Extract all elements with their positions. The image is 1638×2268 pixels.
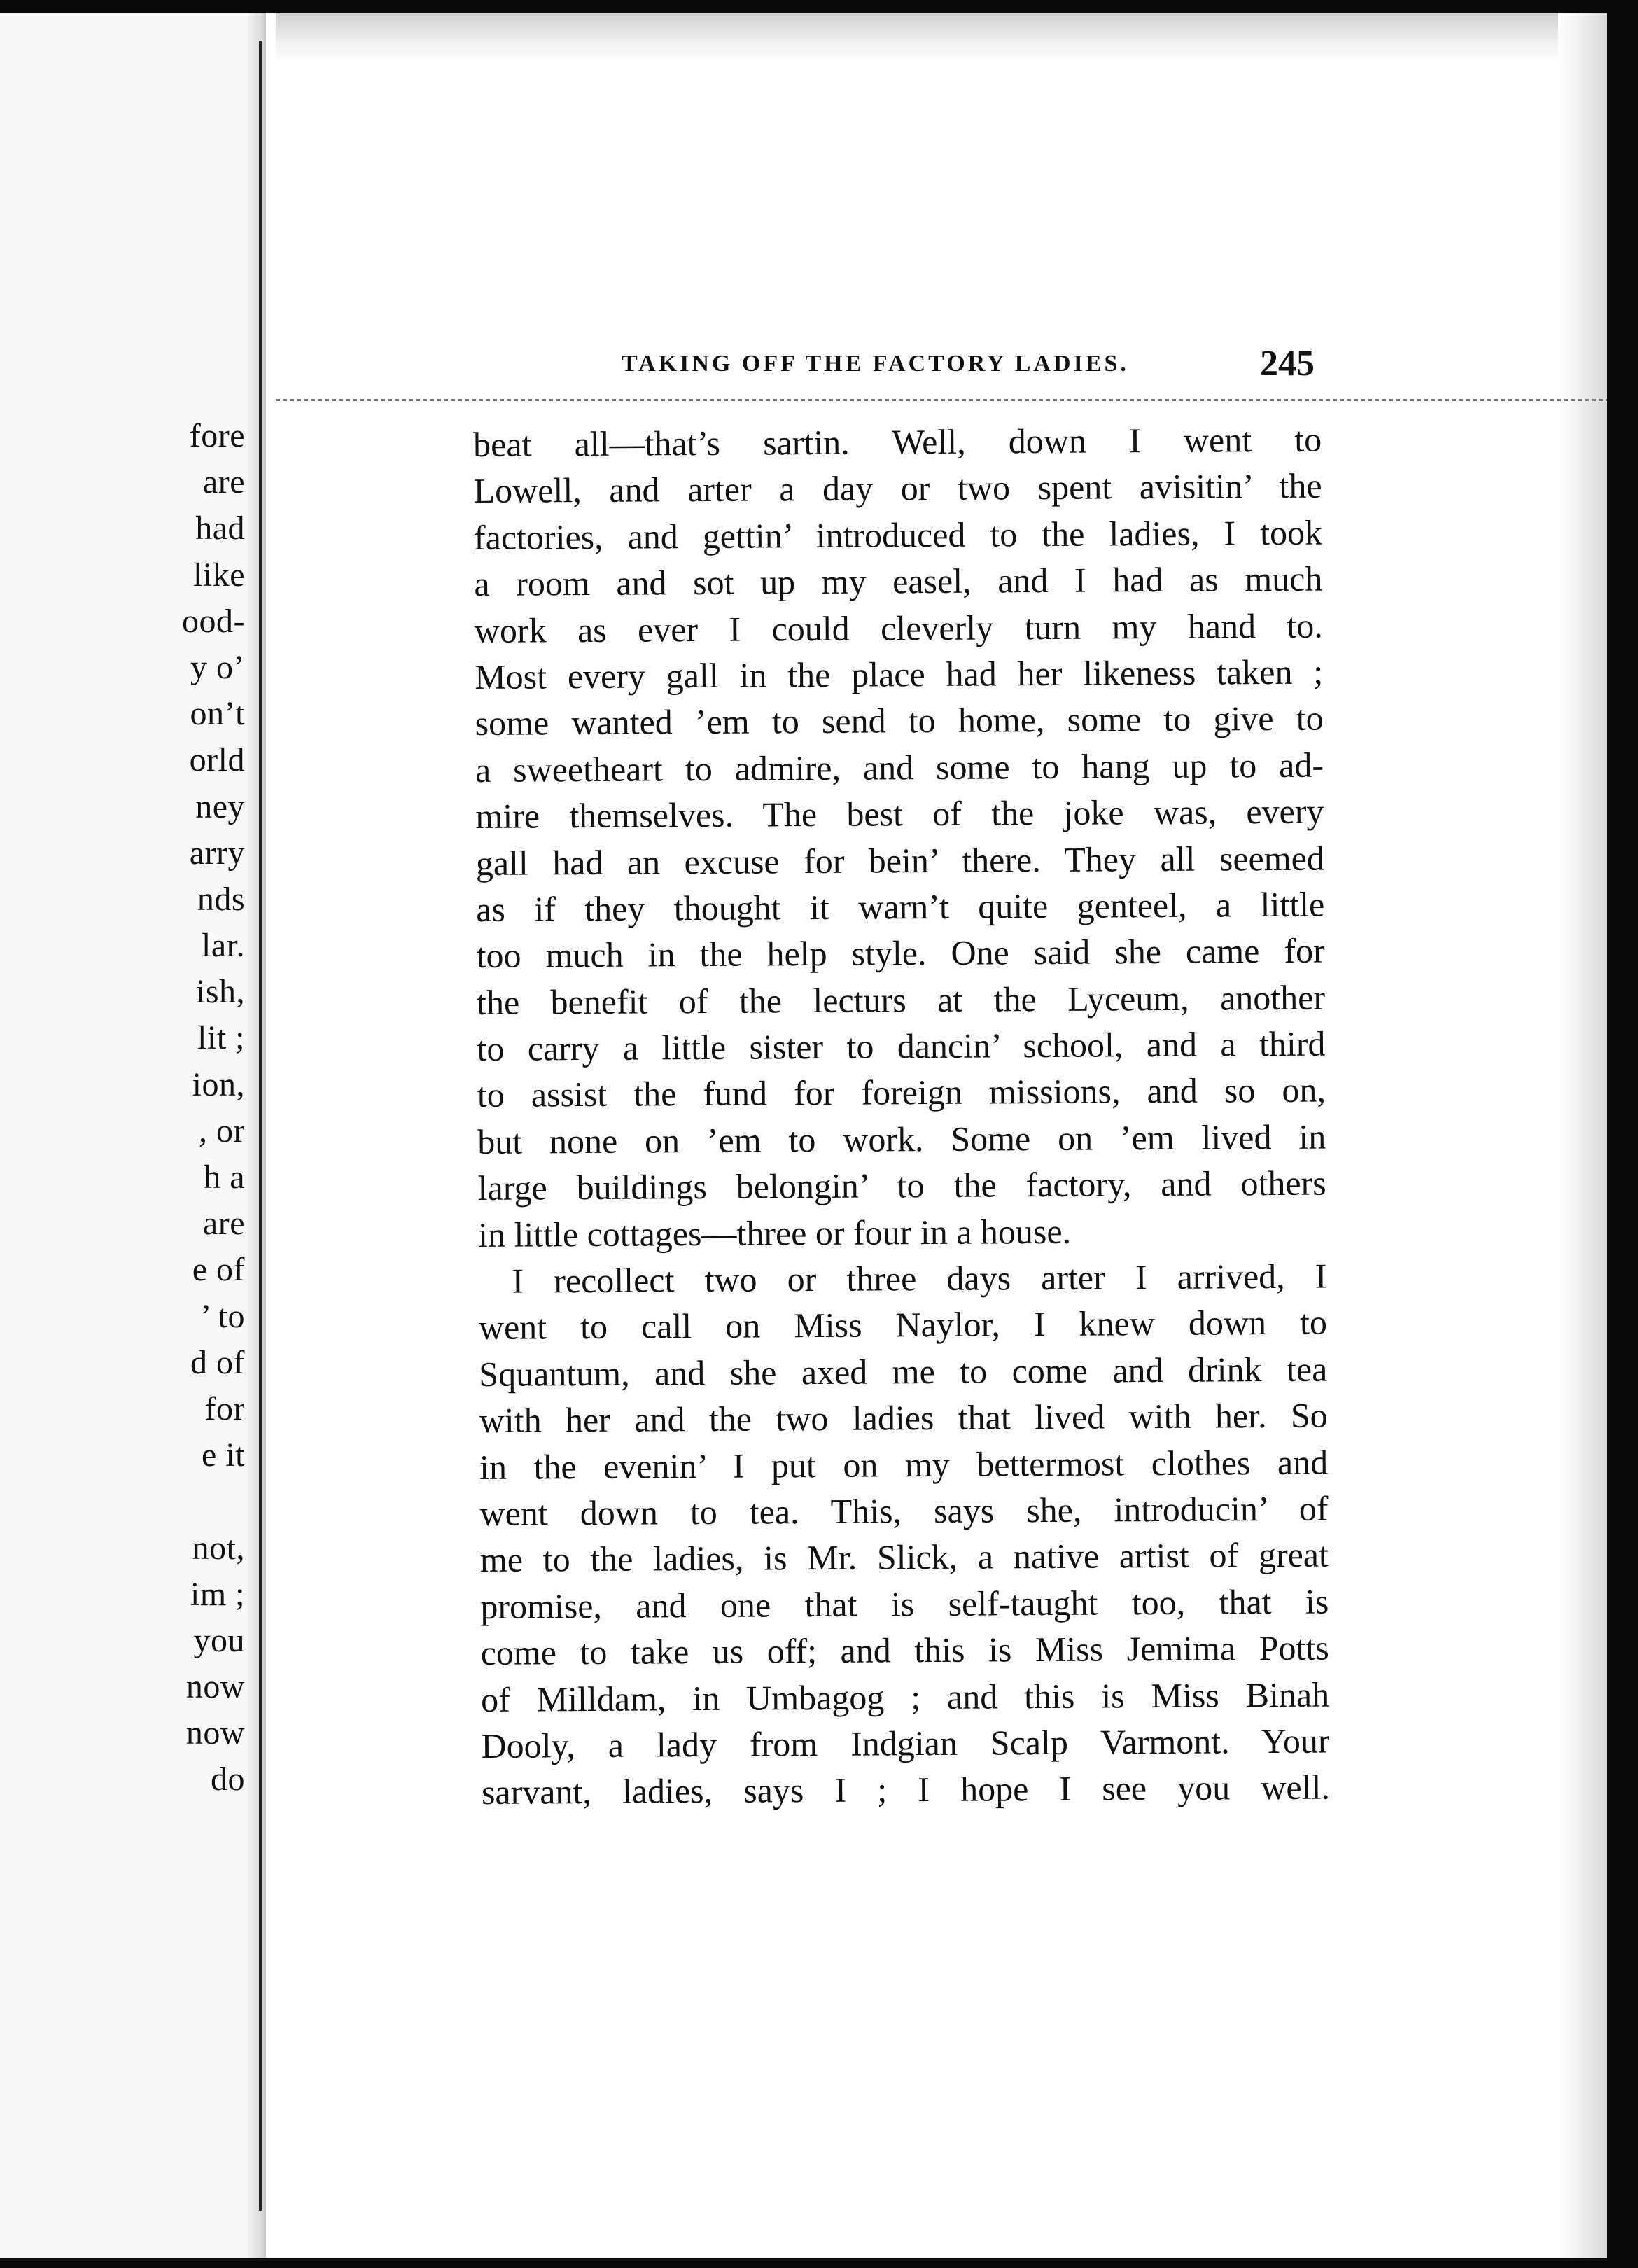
- text-fragment: ion,: [192, 1065, 245, 1103]
- text-fragment: y o’: [190, 648, 245, 686]
- text-fragment: e of: [192, 1251, 245, 1289]
- scan-frame-top: [0, 0, 1638, 13]
- text-fragment: on’t: [190, 695, 245, 733]
- text-fragment: nds: [197, 880, 245, 918]
- page-right-edge: [1558, 13, 1607, 2258]
- text-line: to assist the fund for foreign missions, and so on,: [477, 1070, 1326, 1115]
- text-fragment: ’ to: [200, 1297, 245, 1335]
- text-fragment: you: [193, 1621, 245, 1659]
- page-top-edge: [276, 13, 1607, 62]
- text-fragment: lit ;: [197, 1019, 245, 1057]
- header-rule: [276, 399, 1607, 401]
- scan-frame-bottom: [0, 2258, 1638, 2268]
- text-fragment: lar.: [202, 927, 245, 965]
- text-fragment: e it: [202, 1436, 245, 1474]
- text-line: as if they thought it warn’t quite genteel, a little: [476, 884, 1325, 929]
- text-fragment: had: [195, 510, 245, 547]
- text-fragment: ney: [195, 788, 245, 825]
- text-line: Lowell, and arter a day or two spent avisitin’ the: [473, 465, 1322, 511]
- text-line: of Milldam, in Umbagog ; and this is Miss Binah: [480, 1674, 1330, 1719]
- text-fragment: now: [186, 1714, 245, 1752]
- text-line: I recollect two or three days arter I arrived, I: [512, 1256, 1327, 1301]
- text-line: some wanted ’em to send to home, some to give to: [475, 698, 1324, 743]
- text-fragment: are: [202, 1205, 245, 1242]
- text-fragment: for: [204, 1390, 245, 1427]
- text-fragment: , or: [199, 1112, 245, 1149]
- text-fragment: ish,: [195, 973, 245, 1011]
- text-line: sarvant, ladies, says I ; I hope I see you well.: [481, 1767, 1331, 1812]
- text-fragment: ood-: [182, 602, 245, 640]
- text-line: large buildings belongin’ to the factory, and others: [477, 1163, 1326, 1208]
- text-fragment: now: [186, 1668, 245, 1706]
- text-line: a room and sot up my easel, and I had as much: [474, 559, 1323, 604]
- text-fragment: im ;: [190, 1575, 245, 1613]
- text-line: the benefit of the lecturs at the Lyceum, another: [476, 977, 1326, 1022]
- text-line: Squantum, and she axed me to come and drink tea: [479, 1349, 1328, 1394]
- text-line: went down to tea. This, says she, introducin’ of: [479, 1488, 1329, 1533]
- text-line: in the evenin’ I put on my bettermost clothes and: [479, 1442, 1329, 1487]
- text-line: went to call on Miss Naylor, I knew down to: [478, 1302, 1328, 1348]
- text-fragment: are: [202, 463, 245, 501]
- text-fragment: fore: [189, 417, 245, 454]
- body-text: [473, 416, 1330, 1816]
- text-fragment: d of: [190, 1343, 245, 1381]
- text-line: a sweetheart to admire, and some to hang up to ad-: [475, 745, 1324, 790]
- text-line: promise, and one that is self-taught too, that is: [480, 1581, 1329, 1626]
- text-fragment: do: [211, 1760, 245, 1798]
- text-line: with her and the two ladies that lived with her. So: [479, 1395, 1328, 1441]
- binding-edge: [259, 41, 262, 2211]
- book-page: [276, 13, 1607, 2258]
- gutter-shadow: [248, 13, 266, 2258]
- text-line: come to take us off; and this is Miss Jemima Potts: [480, 1628, 1329, 1673]
- text-fragment: h a: [204, 1158, 245, 1196]
- previous-page-sliver: [0, 13, 266, 2258]
- text-fragment: [7, 1478, 245, 1525]
- text-line: too much in the help style. One said she came for: [476, 930, 1325, 976]
- text-line: to carry a little sister to dancin’ school, and a third: [477, 1023, 1326, 1069]
- text-line: me to the ladies, is Mr. Slick, a native artist of great: [479, 1534, 1329, 1580]
- text-fragment: not,: [192, 1529, 245, 1567]
- previous-page-text: [7, 413, 245, 1803]
- text-line: in little cottages—three or four in a house.: [477, 1211, 1072, 1254]
- text-fragment: arry: [189, 834, 245, 872]
- page-number: 245: [1260, 344, 1315, 384]
- text-line: beat all—that’s sartin. Well, down I went to: [473, 419, 1322, 464]
- text-fragment: like: [193, 556, 245, 594]
- scan-frame-right: [1607, 0, 1638, 2268]
- text-line: mire themselves. The best of the joke was, every: [475, 791, 1324, 836]
- running-head: TAKING OFF THE FACTORY LADIES.: [622, 351, 1129, 377]
- text-line: Dooly, a lady from Indgian Scalp Varmont. Your: [481, 1721, 1330, 1765]
- text-line: Most every gall in the place had her likeness taken ;: [475, 652, 1324, 696]
- text-line: but none on ’em to work. Some on ’em lived in: [477, 1116, 1326, 1161]
- text-line: factories, and gettin’ introduced to the ladies, I took: [473, 512, 1323, 557]
- text-line: gall had an excuse for bein’ there. They all seemed: [475, 838, 1324, 883]
- text-line: work as ever I could cleverly turn my hand to.: [474, 606, 1323, 650]
- text-fragment: orld: [189, 741, 245, 779]
